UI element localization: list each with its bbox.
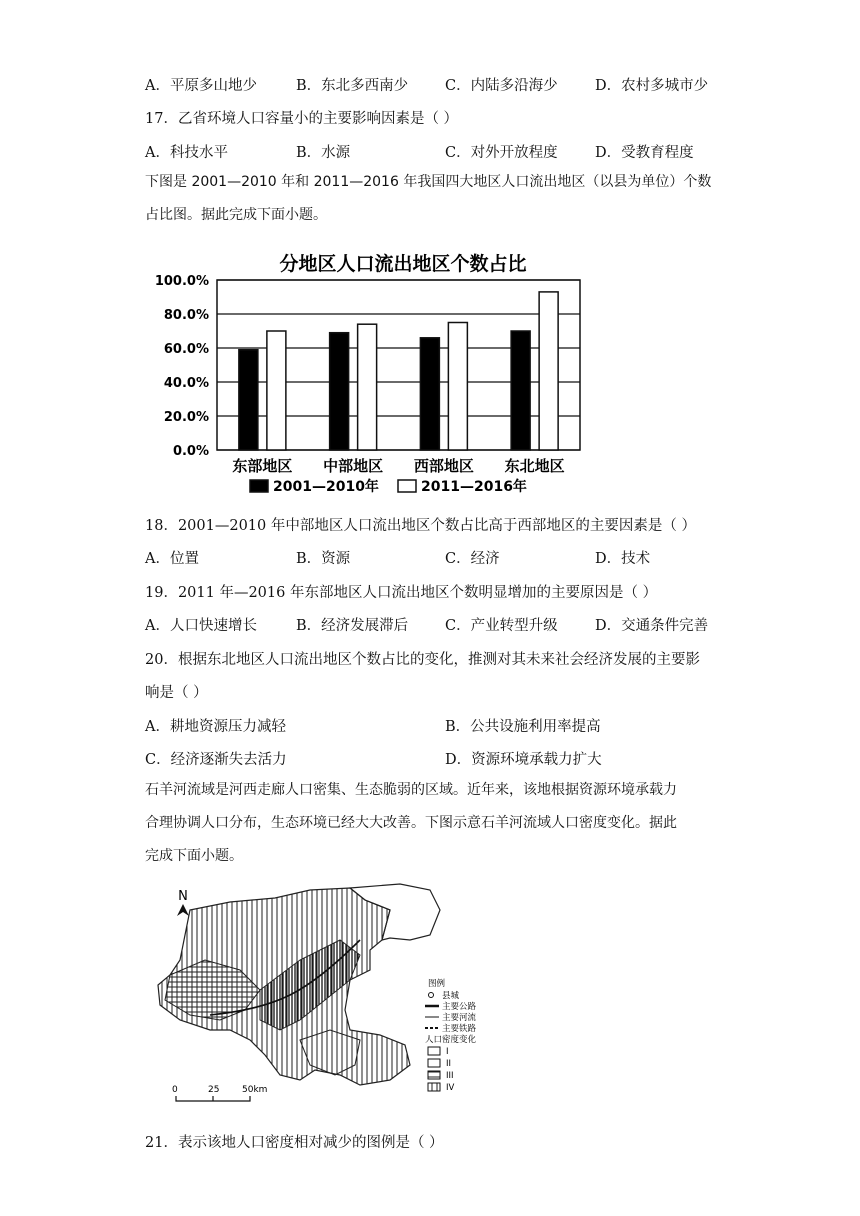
q18-option-b: B．资源	[296, 551, 351, 567]
question-20-stem-cont: 响是（ ）	[145, 685, 208, 701]
q19-option-d: D．交通条件完善	[595, 618, 709, 634]
question-20-stem: 20．根据东北地区人口流出地区个数占比的变化，推测对其未来社会经济发展的主要影	[145, 652, 700, 668]
map-regions	[158, 884, 440, 1085]
scale-bar	[172, 1085, 267, 1101]
legend-swatch	[398, 480, 416, 492]
question-18-stem: 18．2001—2010 年中部地区人口流出地区个数占比高于西部地区的主要因素是（ ）	[145, 518, 696, 534]
legend-title: 图例	[428, 979, 446, 989]
legend-swatch	[250, 480, 268, 492]
bar-series2	[448, 323, 467, 451]
q20-option-d: D．资源环境承载力扩大	[445, 752, 602, 768]
option-a: A．平原多山地少	[145, 78, 257, 94]
legend-label: 2001—2010年	[273, 479, 379, 495]
intro1-line1: 下图是 2001—2010 年和 2011—2016 年我国四大地区人口流出地区（以县为单位）个数	[145, 174, 712, 190]
q17-option-b: B．水源	[296, 145, 351, 161]
bar-series2	[358, 324, 377, 450]
q17-option-d: D．受教育程度	[595, 145, 694, 161]
x-tick-label: 西部地区	[413, 457, 474, 475]
q18-option-c: C．经济	[445, 551, 500, 567]
x-tick-label: 东北地区	[504, 457, 565, 475]
q17-option-a: A．科技水平	[145, 145, 228, 161]
legend-road: 主要公路	[442, 1002, 477, 1012]
population-density-map	[150, 880, 500, 1110]
q19-option-c: C．产业转型升级	[445, 618, 558, 634]
north-arrow-icon	[177, 904, 189, 916]
x-tick-label: 东部地区	[232, 457, 293, 475]
q18-option-a: A．位置	[145, 551, 199, 567]
map-legend	[425, 978, 477, 1093]
question-21-stem: 21．表示该地人口密度相对减少的图例是（ ）	[145, 1135, 444, 1151]
density-swatch-3	[428, 1071, 440, 1079]
legend-county: 县城	[442, 991, 460, 1001]
intro2-line3: 完成下面小题。	[145, 848, 243, 864]
option-b: B．东北多西南少	[296, 78, 409, 94]
option-c: C．内陆多沿海少	[445, 78, 558, 94]
scale-25: 25	[208, 1085, 220, 1095]
density-label-1: I	[446, 1047, 449, 1057]
y-tick-label: 0.0%	[172, 444, 209, 459]
legend-label: 2011—2016年	[421, 479, 527, 495]
q19-option-a: A．人口快速增长	[145, 618, 257, 634]
density-label-2: II	[446, 1059, 452, 1069]
intro2-line1: 石羊河流域是河西走廊人口密集、生态脆弱的区域。近年来，该地根据资源环境承载力	[145, 782, 677, 798]
scale-0: 0	[172, 1085, 178, 1095]
scale-50: 50km	[242, 1085, 268, 1095]
bar-series2	[267, 331, 286, 450]
y-tick-label: 20.0%	[163, 410, 209, 425]
y-tick-label: 60.0%	[163, 342, 209, 357]
density-swatch-1	[428, 1047, 440, 1055]
y-tick-label: 40.0%	[163, 376, 209, 391]
legend-railway: 主要铁路	[442, 1024, 477, 1034]
bar-series1	[511, 331, 530, 450]
y-tick-label: 100.0%	[154, 274, 209, 289]
density-label-3: III	[446, 1071, 454, 1081]
legend-river: 主要河流	[442, 1013, 477, 1023]
question-17-stem: 17．乙省环境人口容量小的主要影响因素是（ ）	[145, 111, 459, 127]
density-label-4: IV	[446, 1083, 455, 1093]
q20-option-a: A．耕地资源压力减轻	[145, 719, 286, 735]
y-tick-label: 80.0%	[163, 308, 209, 323]
intro-paragraph-2	[145, 774, 720, 873]
q20-option-b: B．公共设施利用率提高	[445, 719, 601, 735]
bar-series2	[539, 292, 558, 450]
intro1-line2: 占比图。据此完成下面小题。	[145, 207, 327, 223]
north-label: N	[178, 889, 188, 904]
bar-series1	[420, 338, 439, 450]
q20-option-c: C．经济逐渐失去活力	[145, 752, 287, 768]
bar-series1	[239, 350, 258, 450]
bar-series1	[330, 333, 349, 450]
q18-option-d: D．技术	[595, 551, 651, 567]
question-19-stem: 19．2011 年—2016 年东部地区人口流出地区个数明显增加的主要原因是（ ）	[145, 585, 658, 601]
option-d: D．农村多城市少	[595, 78, 709, 94]
intro-paragraph-1	[145, 166, 720, 232]
x-tick-label: 中部地区	[323, 457, 384, 475]
chart-title: 分地区人口流出地区个数占比	[279, 253, 527, 275]
bar-chart	[150, 240, 590, 500]
q19-option-b: B．经济发展滞后	[296, 618, 409, 634]
density-swatch-2	[428, 1059, 440, 1067]
q17-option-c: C．对外开放程度	[445, 145, 558, 161]
density-title: 人口密度变化	[425, 1035, 477, 1045]
intro2-line2: 合理协调人口分布，生态环境已经大大改善。下图示意石羊河流域人口密度变化。据此	[145, 815, 677, 831]
county-icon	[429, 993, 434, 998]
density-swatch-4	[428, 1083, 440, 1091]
